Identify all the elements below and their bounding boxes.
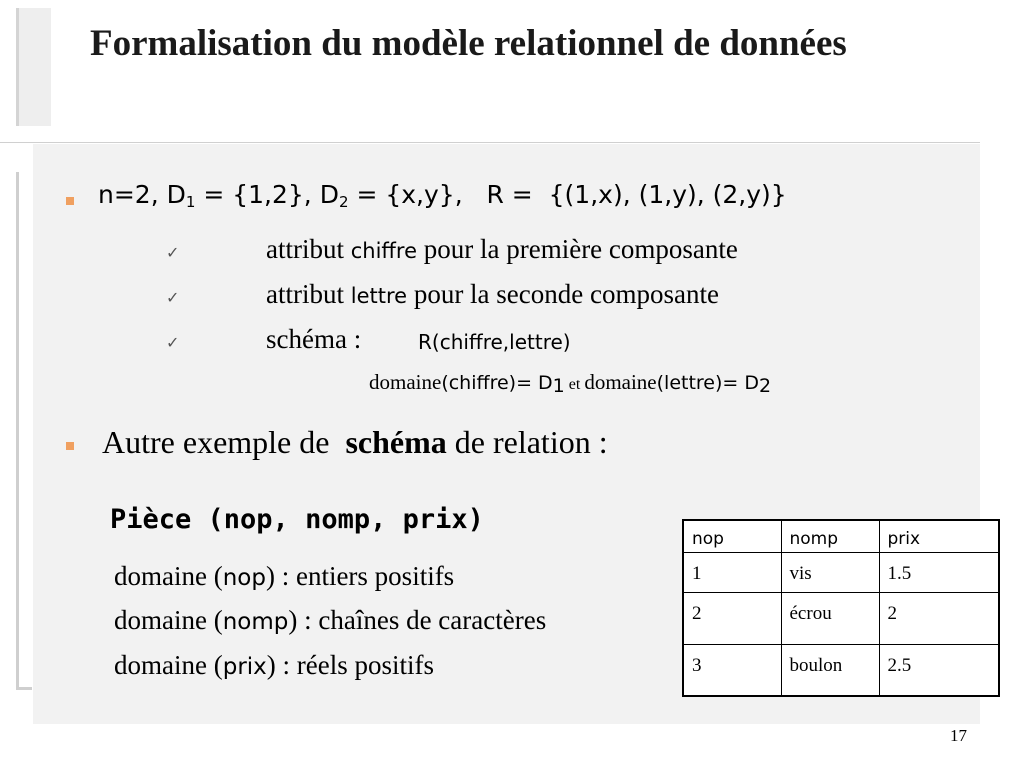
checkmark-icon: ✓: [166, 243, 180, 262]
bullet1-sub-b: 2: [338, 193, 349, 211]
table-cell: 1: [683, 552, 781, 592]
check-item-pre: attribut: [266, 234, 351, 264]
piece-schema: Pièce (nop, nomp, prix): [110, 504, 484, 535]
domaine-nomp: [114, 605, 546, 636]
check-item-lettre: [266, 279, 719, 310]
bullet1-sub-a: 1: [185, 193, 196, 211]
page-number: 17: [950, 726, 967, 745]
check-item-post: pour la seconde composante: [407, 279, 719, 309]
domaine-et: et: [564, 376, 585, 393]
bullet1-text-c: = {x,y}, R = {(1,x), (1,y), (2,y)}: [348, 180, 787, 209]
table-cell: 2: [683, 592, 781, 644]
bullet1-text-a: n=2, D: [98, 180, 186, 209]
content-bracket: [16, 172, 32, 690]
domaine-nop: [114, 561, 454, 592]
dom-code: nomp: [222, 609, 289, 635]
square-bullet-icon: [66, 197, 74, 205]
table-cell: 1.5: [879, 552, 999, 592]
dom-pre: domaine (: [114, 605, 223, 635]
table-cell: boulon: [781, 644, 879, 696]
table-header-row: [683, 520, 999, 552]
domaine-prix: [114, 650, 434, 681]
table-cell: vis: [781, 552, 879, 592]
bullet2-pre: Autre exemple de: [102, 424, 346, 460]
domaine-chiffre: (chiffre)= D: [441, 372, 553, 394]
bullet-autre-exemple: [102, 424, 608, 461]
dom-code: nop: [222, 565, 266, 591]
table-row: [683, 592, 999, 644]
table-header: nomp: [781, 520, 879, 552]
title-divider: [0, 142, 980, 143]
dom-pre: domaine (: [114, 650, 223, 680]
checkmark-icon: ✓: [166, 333, 180, 352]
bullet2-post: de relation :: [446, 424, 608, 460]
table-cell: 3: [683, 644, 781, 696]
checkmark-icon: ✓: [166, 288, 180, 307]
domaine-sub1: 1: [552, 375, 565, 397]
schema-relation: R(chiffre,lettre): [418, 330, 571, 354]
domaine-word: domaine: [584, 370, 657, 394]
bullet2-bold: schéma: [345, 424, 447, 460]
piece-table: [682, 519, 1000, 697]
check-item-code: chiffre: [350, 239, 417, 263]
domaine-lettre: (lettre)= D: [656, 372, 759, 394]
square-bullet-icon: [66, 442, 74, 450]
domaine-word: domaine: [369, 370, 442, 394]
table-cell: écrou: [781, 592, 879, 644]
table-row: [683, 552, 999, 592]
slide-title: Formalisation du modèle relationnel de données: [90, 23, 847, 64]
check-item-code: lettre: [350, 284, 408, 308]
dom-code: prix: [222, 654, 267, 680]
domaine-sub2: 2: [759, 375, 772, 397]
bullet-domains-definition: [98, 180, 787, 211]
check-item-schema: [266, 324, 361, 355]
dom-post: ) : entiers positifs: [265, 561, 455, 591]
dom-post: ) : réels positifs: [266, 650, 435, 680]
dom-post: ) : chaînes de caractères: [288, 605, 547, 635]
title-accent-bar: [16, 8, 51, 126]
table-header: nop: [683, 520, 781, 552]
table-row: [683, 644, 999, 696]
check-item-post: pour la première composante: [417, 234, 738, 264]
check-item-chiffre: [266, 234, 738, 265]
check-item-pre: schéma :: [266, 324, 362, 354]
domaine-line: [369, 370, 771, 397]
table-header: prix: [879, 520, 999, 552]
check-item-pre: attribut: [266, 279, 351, 309]
table-cell: 2: [879, 592, 999, 644]
bullet1-text-b: = {1,2}, D: [195, 180, 339, 209]
dom-pre: domaine (: [114, 561, 223, 591]
table-cell: 2.5: [879, 644, 999, 696]
